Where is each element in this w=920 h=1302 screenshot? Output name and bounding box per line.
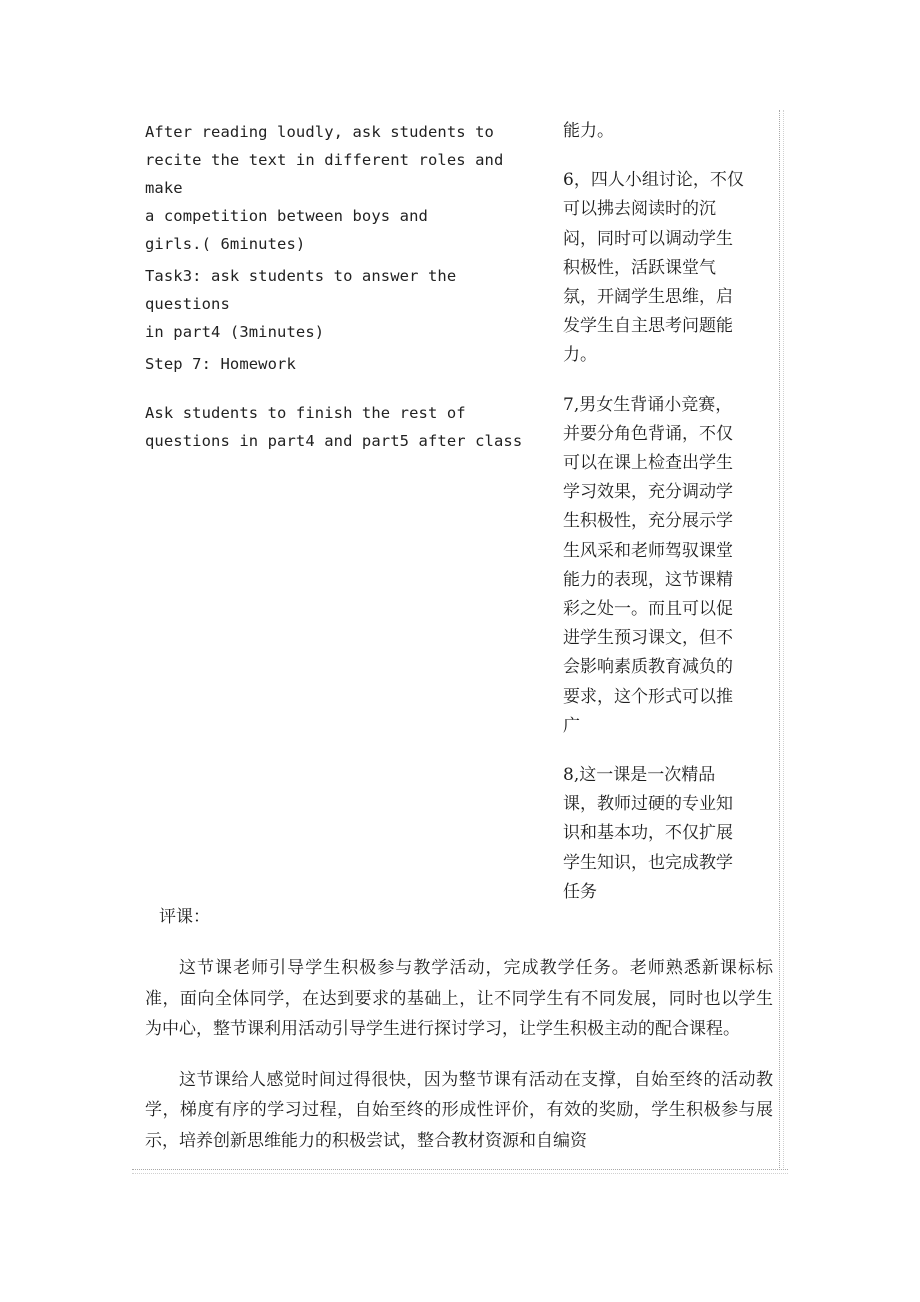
table-bottom-border-shadow — [132, 1173, 788, 1174]
table-right-border — [779, 110, 780, 1170]
evaluation-heading: 评课： — [159, 907, 210, 927]
evaluation-paragraph-1: 这节课老师引导学生积极参与教学活动，完成教学任务。老师熟悉新课标标准，面向全体同学，在达到要求的基础上，让不同学生有不同发展，同时也以学生为中心，整节课利用活动引导学生进行探讨学习，让学生积极主动的配合课程。 — [145, 958, 773, 1039]
note-line: 并要分角色背诵，不仅 — [563, 423, 733, 444]
note-line: 可以拂去阅读时的沉 — [563, 199, 716, 220]
activity-line: After reading loudly, ask students to — [145, 123, 494, 141]
note-line: 彩之处一。而且可以促 — [563, 599, 733, 620]
design-notes-column — [563, 117, 759, 907]
note-line: 氛，开阔学生思维，启 — [563, 287, 733, 308]
note-7 — [563, 391, 759, 741]
note-line: 识和基本功，不仅扩展 — [563, 823, 733, 844]
note-6 — [563, 166, 759, 370]
note-line: 6，四人小组讨论，不仅 — [563, 170, 744, 191]
note-line: 进学生预习课文，但不 — [563, 628, 733, 649]
note-line: 能力的表现，这节课精 — [563, 569, 733, 590]
note-line: 7,男女生背诵小竞赛， — [563, 394, 733, 415]
step7-heading: Step 7: Homework — [145, 355, 296, 373]
note-line: 课，教师过硬的专业知 — [563, 794, 733, 815]
note-line: 生积极性，充分展示学 — [563, 511, 733, 532]
evaluation-paragraph-2: 这节课给人感觉时间过得很快，因为整节课有活动在支撑，自始至终的活动教学，梯度有序的学习过程，自始至终的形成性评价，有效的奖励，学生积极参与展示，培养创新思维能力的积极尝试，整合教材资源和自编资 — [145, 1069, 773, 1151]
note-line: 闷，同时可以调动学生 — [563, 228, 733, 249]
evaluation-section — [145, 903, 773, 1156]
note-line: 可以在课上检查出学生 — [563, 453, 733, 474]
activity-line: a competition between boys and — [145, 207, 428, 225]
note-continuation: 能力。 — [563, 121, 614, 141]
note-line: 广 — [563, 715, 580, 736]
note-8 — [563, 761, 759, 907]
note-line: 生风采和老师驾驭课堂 — [563, 540, 733, 561]
activity-line: girls.( 6minutes) — [145, 235, 306, 253]
note-line: 8,这一课是一次精品 — [563, 765, 716, 786]
activity-line: recite the text in different roles and make — [145, 151, 513, 197]
note-line: 发学生自主思考问题能 — [563, 316, 733, 337]
table-bottom-border — [132, 1169, 788, 1170]
homework-line: Ask students to finish the rest of — [145, 404, 466, 422]
task3-line: Task3: ask students to answer the questions — [145, 267, 466, 313]
task3-line: in part4 (3minutes) — [145, 323, 325, 341]
note-line: 学习效果，充分调动学 — [563, 482, 733, 503]
note-line: 会影响素质教育减负的 — [563, 657, 733, 678]
homework-line: questions in part4 and part5 after class — [145, 432, 523, 450]
table-right-border-shadow — [783, 110, 784, 1170]
note-line: 积极性，活跃课堂气 — [563, 257, 716, 278]
note-line: 学生知识，也完成教学 — [563, 852, 733, 873]
note-line: 要求，这个形式可以推 — [563, 686, 733, 707]
lesson-steps-column — [145, 118, 550, 455]
note-line: 力。 — [563, 345, 597, 366]
note-line: 任务 — [563, 881, 597, 902]
